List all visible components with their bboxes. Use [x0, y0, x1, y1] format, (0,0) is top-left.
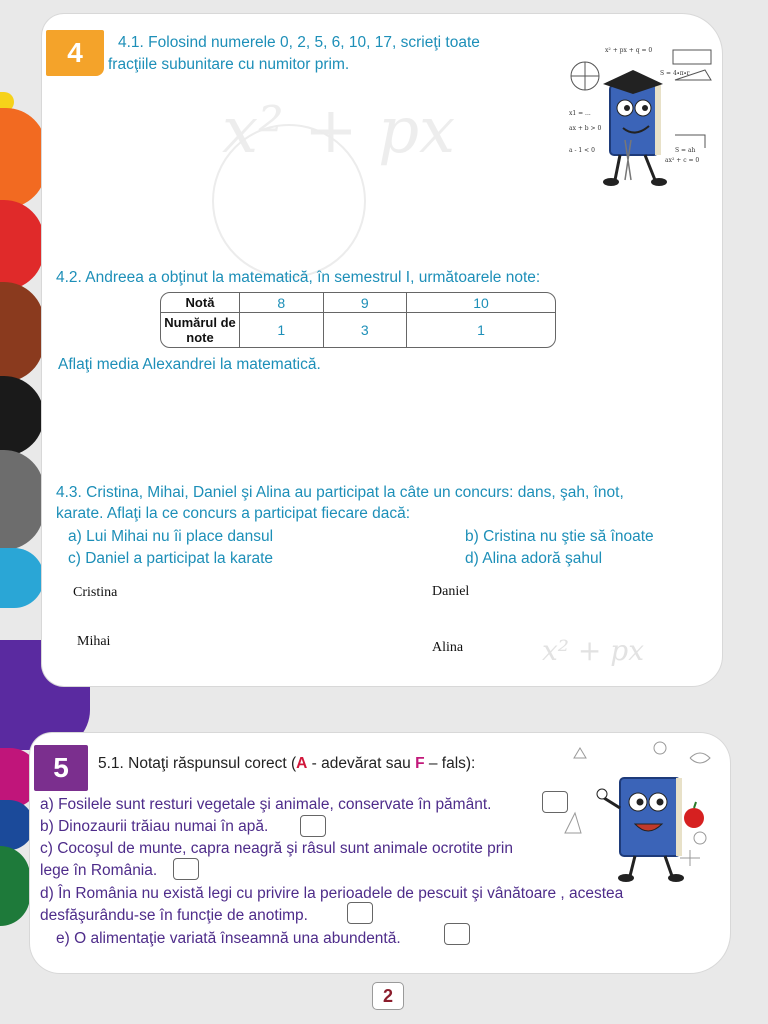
paint-splash-orange [0, 108, 46, 208]
table-header-count: Numărul de note [161, 313, 240, 347]
exercise-number-badge: 5 [34, 745, 88, 791]
question-4-1-text [118, 33, 480, 53]
statement-c-line1: c) Cocoşul de munte, capra neagră şi râsul sunt animale ocrotite prin [40, 840, 513, 857]
paint-splash-brown [0, 282, 44, 382]
table-cell: 3 [324, 313, 408, 347]
background-geometry-doodle [212, 124, 366, 278]
table-cell: 1 [240, 313, 324, 347]
answer-box-c[interactable] [173, 858, 199, 880]
name-label-cristina: Cristina [73, 585, 118, 600]
svg-text:a - 1 < 0: a - 1 < 0 [569, 147, 595, 154]
question-4-2-prompt: Aflaţi media Alexandrei la matematică. [58, 356, 321, 373]
clue-b: b) Cristina nu ştie să înoate [465, 528, 654, 545]
grades-table [160, 292, 556, 348]
statement-a: a) Fosilele sunt resturi vegetale şi animale, conservate în pământ. [40, 796, 492, 813]
page-number: 2 [372, 982, 404, 1010]
question-4-1-line1: 4.1. Folosind numerele 0, 2, 5, 6, 10, 17, scrieţi toate [118, 34, 480, 51]
name-label-daniel: Daniel [432, 584, 470, 599]
name-label-alina: Alina [432, 640, 464, 655]
paint-splash-gray [0, 450, 44, 550]
svg-text:ax + b > 0: ax + b > 0 [569, 125, 602, 132]
statement-c-line2: lege în România. [40, 862, 158, 879]
science-book-mascot-illustration [560, 738, 720, 883]
question-4-1-line2: fracţiile subunitare cu numitor prim. [108, 56, 350, 73]
statement-d-line1: d) În România nu există legi cu privire la perioadele de pescuit şi vânătoare , acestea [40, 885, 624, 902]
statement-b: b) Dinozaurii trăiau numai în apă. [40, 818, 269, 835]
answer-box-a[interactable] [542, 791, 568, 813]
true-letter: A [296, 755, 308, 772]
table-cell: 8 [240, 293, 324, 313]
paint-splash-blue [0, 800, 34, 850]
table-cell: 1 [477, 322, 485, 338]
question-4-3-line2: karate. Aflaţi la ce concurs a participat fiecare dacă: [56, 505, 411, 522]
title-text: - adevărat sau [307, 755, 416, 772]
question-5-1-title [98, 755, 475, 773]
svg-text:ax² + c = 0: ax² + c = 0 [665, 157, 700, 164]
statement-e: e) O alimentaţie variată înseamnă una abundentă. [56, 930, 401, 947]
paint-splash-cyan [0, 548, 44, 608]
clue-d: d) Alina adoră şahul [465, 550, 603, 567]
clue-c: c) Daniel a participat la karate [68, 550, 274, 567]
answer-box-b[interactable] [300, 815, 326, 837]
svg-text:S = 4∙π∙r: S = 4∙π∙r [660, 70, 690, 77]
paint-splash-red [0, 200, 44, 290]
exercise-number-badge: 4 [46, 30, 104, 76]
paint-splash-green [0, 846, 30, 926]
svg-text:x² + px + q = 0: x² + px + q = 0 [605, 47, 653, 54]
title-text: – fals): [424, 755, 476, 772]
svg-text:S = ah: S = ah [675, 147, 696, 154]
question-4-3-line1: 4.3. Cristina, Mihai, Daniel şi Alina au participat la câte un concurs: dans, şah, înot, [56, 484, 624, 501]
statement-d-line2: desfăşurându-se în funcţie de anotimp. [40, 907, 308, 924]
question-4-2-text: 4.2. Andreea a obţinut la matematică, în semestrul I, următoarele note: [56, 269, 541, 286]
answer-box-e[interactable] [444, 923, 470, 945]
table-header-grade: Notă [161, 293, 240, 313]
background-math-doodle: x² + px [542, 634, 644, 667]
table-cell: 9 [324, 293, 408, 313]
name-label-mihai: Mihai [77, 634, 111, 649]
false-letter: F [415, 755, 425, 772]
table-row [161, 313, 555, 347]
table-row [161, 293, 555, 313]
answer-box-d[interactable] [347, 902, 373, 924]
table-cell: 10 [407, 293, 555, 313]
paint-splash-black [0, 376, 44, 456]
math-book-mascot-illustration [565, 40, 715, 190]
clue-a: a) Lui Mihai nu îi place dansul [68, 528, 274, 545]
background-math-doodle: x² + px [222, 94, 456, 168]
title-text: 5.1. Notaţi răspunsul corect ( [98, 755, 297, 772]
svg-text:x1 = ...: x1 = ... [569, 110, 591, 117]
